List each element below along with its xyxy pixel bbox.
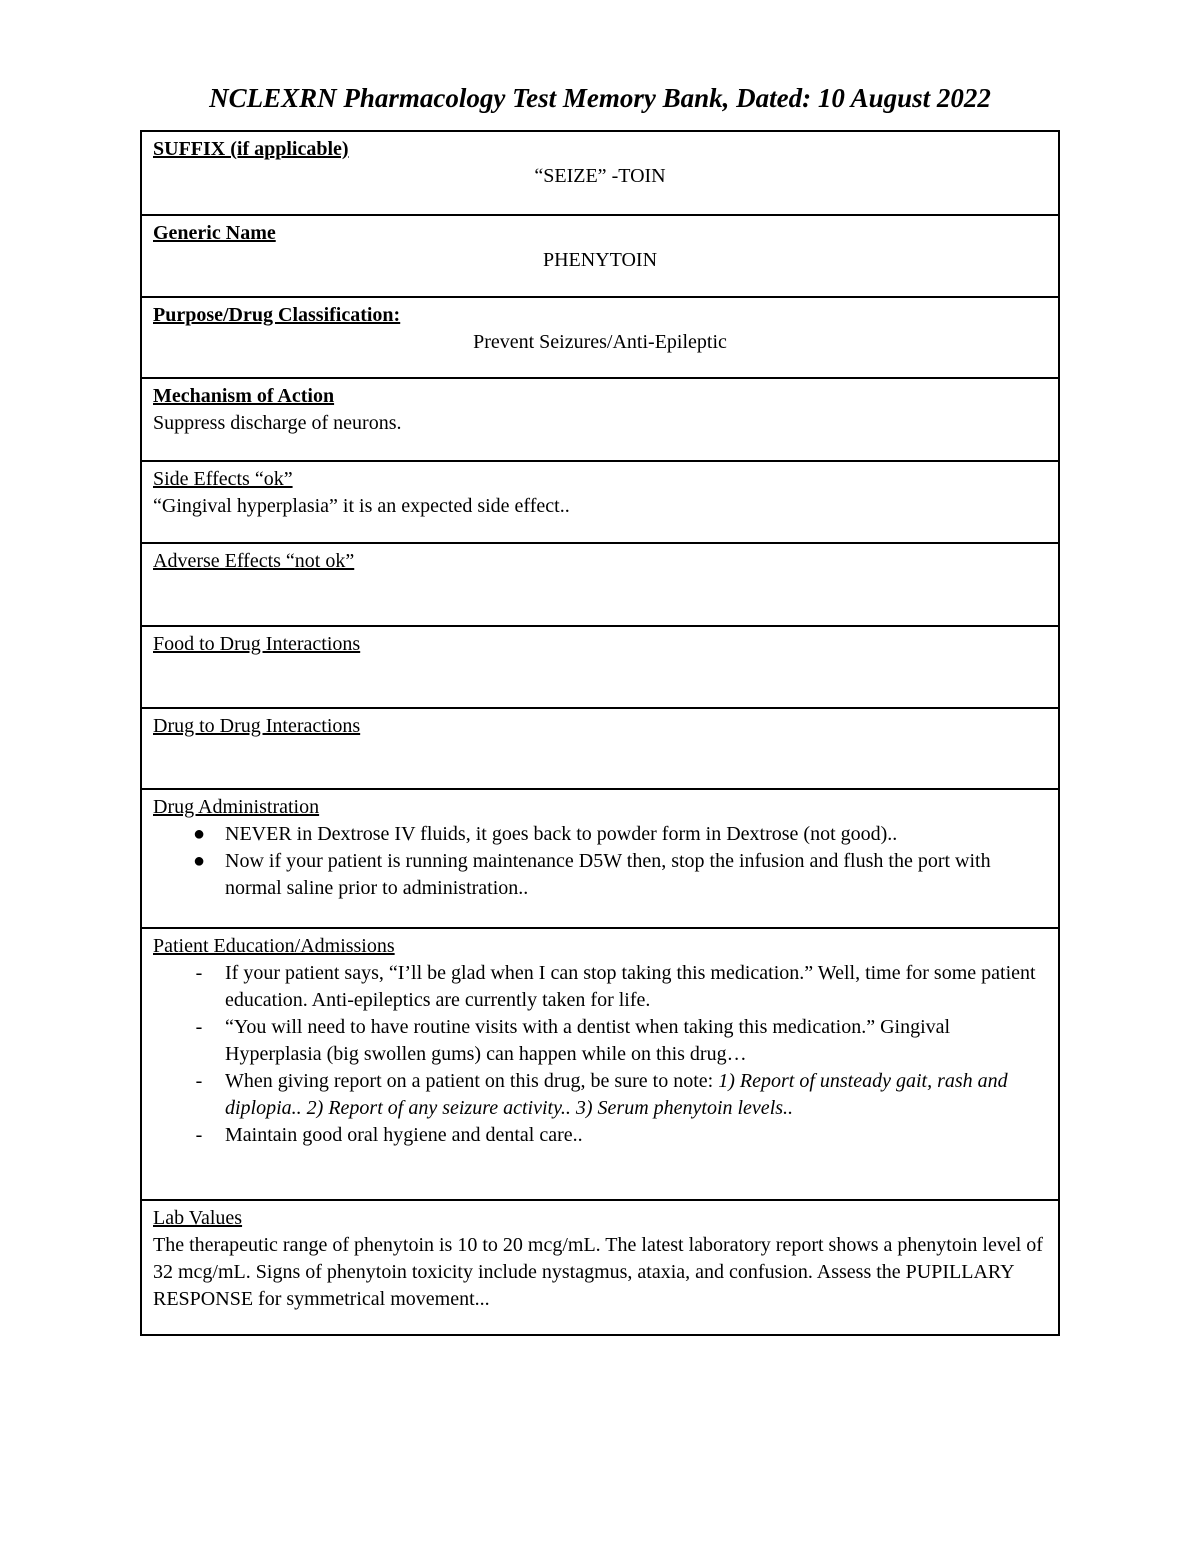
mechanism-heading: Mechanism of Action [153, 385, 335, 407]
education-item [153, 1014, 1058, 1068]
side-effects-heading: Side Effects “ok” [153, 468, 293, 490]
purpose-value: Prevent Seizures/Anti-Epileptic [473, 331, 727, 353]
dash-icon: - [195, 1016, 203, 1038]
adverse-effects-row [142, 542, 1058, 625]
administration-row [142, 788, 1058, 927]
purpose-row [142, 296, 1058, 377]
education-list [153, 960, 1058, 1149]
mechanism-row [142, 377, 1058, 460]
lab-values-value: The therapeutic range of phenytoin is 10 to 20 mcg/mL. The latest laboratory report shows a phenytoin level of 32 mcg/mL. Signs of phenytoin toxicity include nystagmus, ataxia, and confusion. Assess the PUPILLARY RESPONSE for symmetrical movement... [153, 1234, 1043, 1310]
administration-heading: Drug Administration [153, 796, 320, 818]
lab-values-row [142, 1199, 1058, 1334]
adverse-effects-heading: Adverse Effects “not ok” [153, 550, 355, 572]
generic-name-value: PHENYTOIN [542, 249, 658, 271]
education-item [153, 960, 1058, 1014]
dash-icon: - [195, 1124, 203, 1146]
food-drug-heading: Food to Drug Interactions [153, 633, 361, 655]
bullet-icon: ● [192, 850, 206, 872]
administration-item-text: Now if your patient is running maintenance D5W then, stop the infusion and flush the port with normal saline prior to administration.. [225, 850, 991, 899]
drug-drug-heading: Drug to Drug Interactions [153, 715, 361, 737]
suffix-heading: SUFFIX (if applicable) [153, 138, 349, 160]
drug-card-table [140, 130, 1060, 1336]
suffix-row [142, 130, 1058, 214]
lab-values-heading: Lab Values [153, 1207, 243, 1229]
dash-icon: - [195, 962, 203, 984]
education-item-text: When giving report on a patient on this drug, be sure to note: [225, 1070, 719, 1092]
administration-list [153, 821, 1058, 902]
food-drug-row [142, 625, 1058, 707]
education-row [142, 927, 1058, 1199]
suffix-value: “SEIZE” -TOIN [534, 165, 666, 187]
education-item [153, 1068, 1058, 1122]
purpose-heading: Purpose/Drug Classification: [153, 304, 401, 326]
drug-drug-row [142, 707, 1058, 788]
dash-icon: - [195, 1070, 203, 1092]
mechanism-value: Suppress discharge of neurons. [153, 412, 402, 434]
education-item-text: “You will need to have routine visits with a dentist when taking this medication.” Gingival Hyperplasia (big swollen gums) can happen while on this drug… [225, 1016, 951, 1065]
education-item [153, 1122, 1058, 1149]
side-effects-row [142, 460, 1058, 542]
administration-item [153, 848, 1058, 902]
administration-item [153, 821, 1058, 848]
administration-item-text: NEVER in Dextrose IV fluids, it goes back to powder form in Dextrose (not good).. [225, 823, 898, 845]
education-heading: Patient Education/Admissions [153, 935, 395, 957]
side-effects-value: “Gingival hyperplasia” it is an expected side effect.. [153, 495, 570, 517]
education-item-emphasis: 1) Report of unsteady gait, rash and diplopia.. 2) Report of any seizure activity.. 3) Serum phenytoin levels.. [225, 1070, 1008, 1119]
education-item-text: Maintain good oral hygiene and dental care.. [225, 1124, 583, 1146]
document-title: NCLEXRN Pharmacology Test Memory Bank, Dated: 10 August 2022 [209, 83, 991, 113]
generic-name-heading: Generic Name [153, 222, 276, 244]
bullet-icon: ● [192, 823, 206, 845]
education-item-text: If your patient says, “I’ll be glad when I can stop taking this medication.” Well, time for some patient education. Anti-epileptics are currently taken for life. [225, 962, 1036, 1011]
generic-name-row [142, 214, 1058, 296]
